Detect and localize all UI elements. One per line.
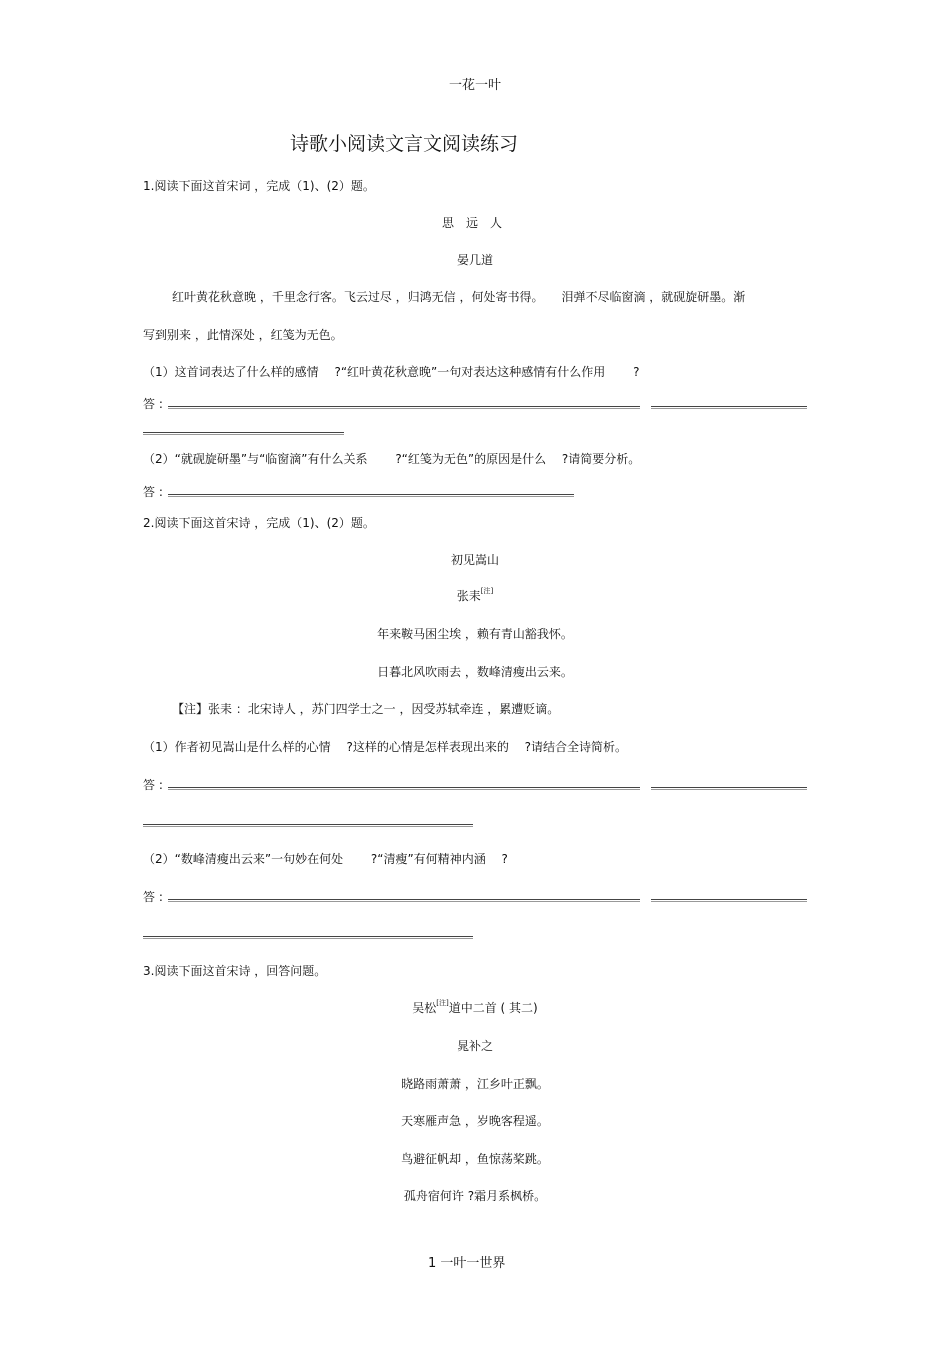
q2-answer1-line-a[interactable]	[168, 787, 640, 790]
q1-answer2-line[interactable]	[168, 494, 574, 497]
q2-author-note: [注]	[480, 587, 494, 595]
q2-instruction: 2.阅读下面这首宋诗 ，完成（1)、(2）题。	[143, 516, 375, 530]
q2-answer-label2: 答 :	[143, 890, 163, 904]
q1-poem-title: 思 远 人	[441, 216, 502, 230]
q2-sub1: （1）作者初见嵩山是什么样的心情 ?这样的心情是怎样表现出来的 ?请结合全诗简析。	[143, 740, 628, 754]
q2-answer1-line-b[interactable]	[651, 787, 807, 790]
q2-line1: 年来鞍马困尘埃 ，赖有青山豁我怀。	[377, 627, 573, 641]
q3-poem-title: 吴松[注]道中二首 ( 其二)	[412, 999, 538, 1015]
q1-sub1: （1）这首词表达了什么样的感情 ?“红叶黄花秋意晚”一句对表达这种感情有什么作用 ?	[143, 365, 640, 379]
q1-answer-label1: 答 :	[143, 397, 163, 411]
q2-answer1-line-c[interactable]	[143, 824, 473, 827]
q3-line3: 鸟避征帆却 ，鱼惊荡桨跳。	[401, 1152, 549, 1166]
q3-author: 晁补之	[456, 1039, 493, 1053]
q3-line4: 孤舟宿何许 ?霜月系枫桥。	[403, 1189, 547, 1203]
q2-answer-label1: 答 :	[143, 778, 163, 792]
q1-body-line1: 红叶黄花秋意晚 ，千里念行客。飞云过尽 ，归鸿无信 ，何处寄书得。 泪弹不尽临窗滴 ，就砚旋研墨。渐	[172, 290, 746, 304]
q2-answer2-line-a[interactable]	[168, 899, 640, 902]
q3-line1: 晓路雨萧萧 ，江乡叶正飘。	[401, 1077, 549, 1091]
q3-instruction: 3.阅读下面这首宋诗 ，回答问题。	[143, 964, 327, 978]
q1-author: 晏几道	[456, 253, 493, 267]
q1-instruction: 1.阅读下面这首宋词 ，完成（1)、(2）题。	[143, 179, 375, 193]
q1-answer1-line-a[interactable]	[168, 406, 640, 409]
q3-line2: 天寒雁声急 ，岁晚客程遥。	[401, 1114, 549, 1128]
q2-sub2: （2）“数峰清瘦出云来”一句妙在何处 ?“清瘦”有何精神内涵 ?	[143, 852, 508, 866]
q3-title-note: [注]	[436, 999, 449, 1007]
page-footer: 1 一叶一世界	[428, 1256, 506, 1271]
q2-line2: 日暮北风吹雨去 ，数峰清瘦出云来。	[377, 665, 573, 679]
q2-answer2-line-c[interactable]	[143, 936, 473, 939]
q1-answer1-line-c[interactable]	[143, 432, 344, 435]
q2-author: 张耒[注]	[456, 587, 494, 603]
q2-poem-title: 初见嵩山	[450, 553, 499, 567]
q1-answer1-line-b[interactable]	[651, 406, 807, 409]
q1-answer-label2: 答 :	[143, 485, 163, 499]
page-header: 一花一叶	[448, 78, 501, 93]
q1-body-line2: 写到别来 ，此情深处 ，红笺为无色。	[143, 328, 343, 342]
q2-note: 【注】张耒 ：北宋诗人 ，苏门四学士之一 ，因受苏轼牵连 ，累遭贬谪。	[172, 702, 560, 716]
q1-sub2: （2）“就砚旋研墨”与“临窗滴”有什么关系 ?“红笺为无色”的原因是什么 ?请简要分析。	[143, 452, 641, 466]
q2-answer2-line-b[interactable]	[651, 899, 807, 902]
page-title: 诗歌小阅读文言文阅读练习	[290, 133, 519, 155]
